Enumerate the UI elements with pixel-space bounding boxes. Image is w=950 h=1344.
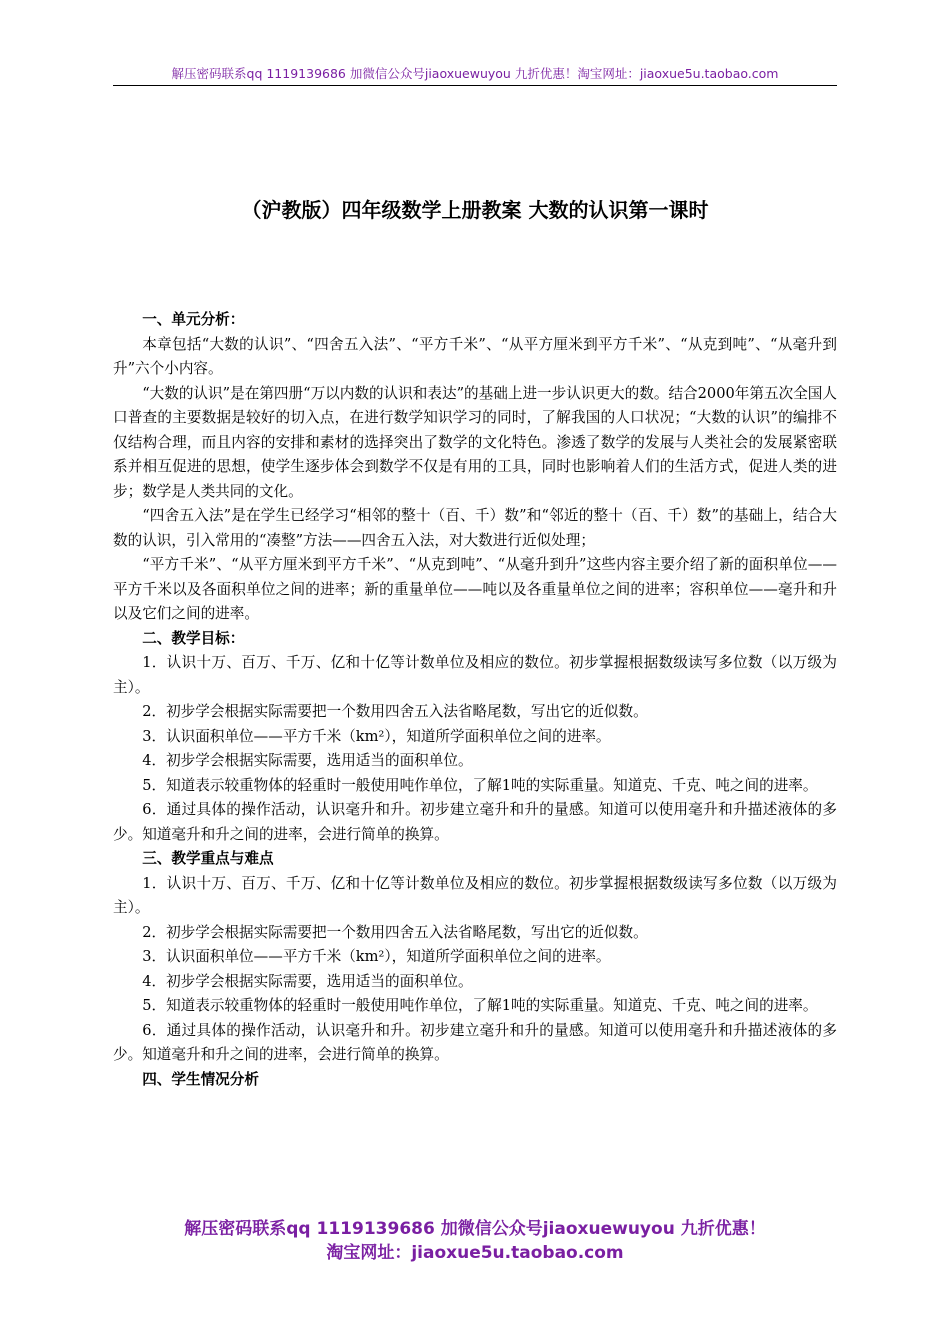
list-item: 5．知道表示较重物体的轻重时一般使用吨作单位，了解1吨的实际重量。知道克、千克、吨之间的进率。 [142, 776, 818, 794]
paragraph: 本章包括“大数的认识”、“四舍五入法”、“平方千米”、“从平方厘米到平方千米”、“从克到吨”、“从毫升到升”六个小内容。 [113, 335, 837, 377]
list-item: 4．初步学会根据实际需要，选用适当的面积单位。 [142, 752, 473, 769]
list-item: 6．通过具体的操作活动，认识毫升和升。初步建立毫升和升的量感。知道可以使用毫升和升描述液体的多少。知道毫升和升之间的进率，会进行简单的换算。 [113, 801, 837, 843]
list-item: 3．认识面积单位——平方千米（km²），知道所学面积单位之间的进率。 [142, 948, 611, 965]
footer-line-shop: 淘宝网址：jiaoxue5u.taobao.com [326, 1243, 624, 1263]
section-heading-unit-analysis: 一、单元分析： [142, 311, 245, 328]
list-item: 2．初步学会根据实际需要把一个数用四舍五入法省略尾数，写出它的近似数。 [142, 923, 648, 941]
footer-line-contact: 解压密码联系qq 1119139686 加微信公众号jiaoxuewuyou 九折优惠！ [184, 1219, 766, 1239]
document-title: （沪教版）四年级数学上册教案 大数的认识第一课时 [241, 198, 709, 222]
paragraph: “大数的认识”是在第四册“万以内数的认识和表达”的基础上进一步认识更大的数。结合2000年第五次全国人口普查的主要数据是较好的切入点，在进行数学知识学习的同时，了解我国的人口状况；“大数的认识”的编排不仅结构合理，而且内容的安排和素材的选择突出了数学的文化特色。渗透了数学的发展与人类社会的发展紧密联系并相互促进的思想，使学生逐步体会到数学不仅是有用的工具，同时也影响着人们的生活方式，促进人类的进步；数学是人类共同的文化。 [113, 384, 837, 500]
header-divider [113, 85, 837, 86]
document-body [113, 308, 837, 1092]
paragraph: “四舍五入法”是在学生已经学习“相邻的整十（百、千）数”和“邻近的整十（百、千）数”的基础上，结合大数的认识，引入常用的“凑整”方法——四舍五入法，对大数进行近似处理； [113, 507, 837, 549]
list-item: 3．认识面积单位——平方千米（km²），知道所学面积单位之间的进率。 [142, 727, 611, 745]
list-item: 1．认识十万、百万、千万、亿和十亿等计数单位及相应的数位。初步掌握根据数级读写多位数（以万级为主）。 [113, 874, 837, 916]
section-heading-key-points: 三、教学重点与难点 [142, 850, 274, 867]
list-item: 5．知道表示较重物体的轻重时一般使用吨作单位，了解1吨的实际重量。知道克、千克、吨之间的进率。 [142, 997, 818, 1014]
page-header: 解压密码联系qq 1119139686 加微信公众号jiaoxuewuyou 九折优惠！淘宝网址：jiaoxue5u.taobao.com [171, 66, 779, 81]
list-item: 2．初步学会根据实际需要把一个数用四舍五入法省略尾数，写出它的近似数。 [142, 703, 648, 720]
list-item: 4．初步学会根据实际需要，选用适当的面积单位。 [142, 972, 473, 990]
section-heading-student-analysis: 四、学生情况分析 [142, 1070, 259, 1088]
section-heading-teaching-goals: 二、教学目标： [142, 629, 245, 647]
page-footer [0, 1217, 950, 1265]
list-item: 1．认识十万、百万、千万、亿和十亿等计数单位及相应的数位。初步掌握根据数级读写多位数（以万级为主）。 [113, 654, 837, 696]
paragraph: “平方千米”、“从平方厘米到平方千米”、“从克到吨”、“从毫升到升”这些内容主要介绍了新的面积单位——平方千米以及各面积单位之间的进率；新的重量单位——吨以及各重量单位之间的进率；容积单位——毫升和升以及它们之间的进率。 [113, 556, 837, 622]
list-item: 6．通过具体的操作活动，认识毫升和升。初步建立毫升和升的量感。知道可以使用毫升和升描述液体的多少。知道毫升和升之间的进率，会进行简单的换算。 [113, 1021, 837, 1063]
